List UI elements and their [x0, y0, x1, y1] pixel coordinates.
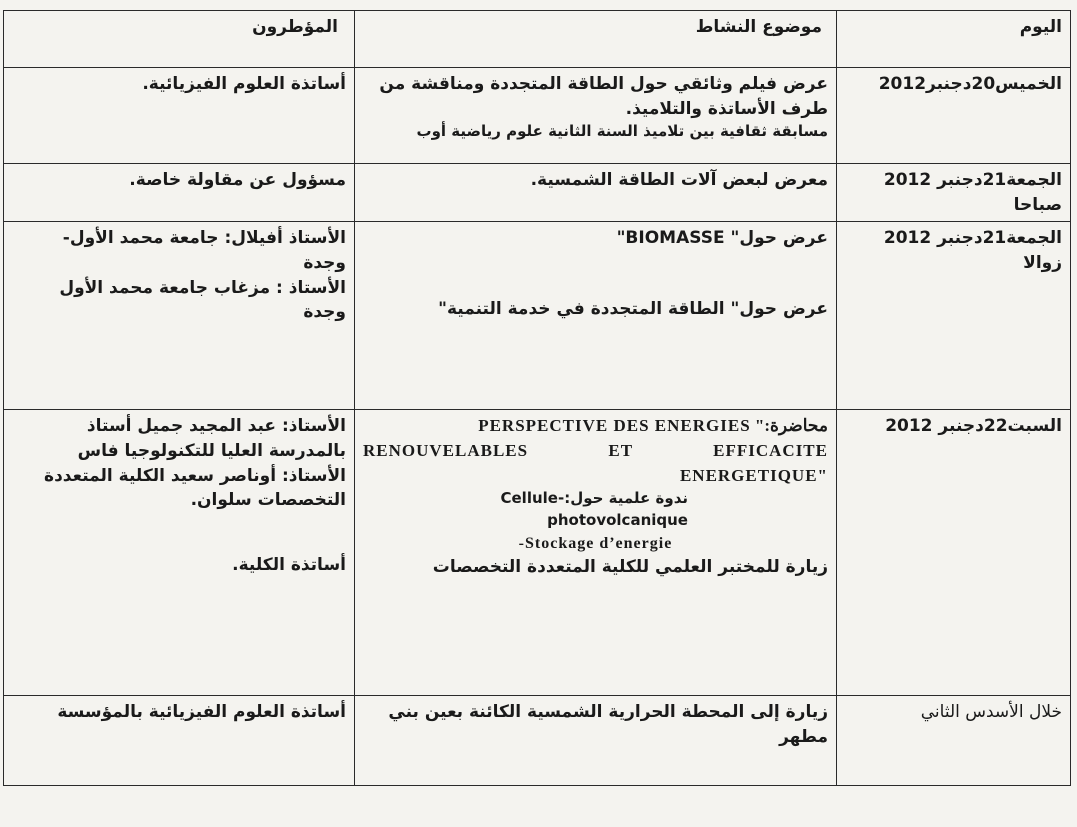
supervisor-line: بالمدرسة العليا للتكنولوجيا فاس [77, 440, 346, 461]
row-supervisors [4, 164, 355, 222]
table-header-row [4, 11, 1071, 68]
topic-line: زيارة للمختبر العلمي للكلية المتعددة التخصصات [432, 556, 828, 577]
supervisor-text: أساتذة العلوم الفيزيائية. [142, 74, 346, 94]
day-text: السبت22دجنبر 2012 [885, 416, 1062, 437]
row-supervisors [4, 410, 355, 696]
topic-line: زيارة إلى المحطة الحرارية الشمسية الكائنة بعين بني [388, 702, 828, 723]
header-supervisors: المؤطرون [4, 11, 355, 68]
day-text: الجمعة21دجنبر 2012 صباحا [883, 170, 1062, 215]
supervisor-text: مسؤول عن مقاولة خاصة. [129, 170, 346, 190]
topic-line: "ENERGETIQUE [679, 465, 828, 485]
header-day: اليوم [837, 11, 1071, 68]
row-day [837, 164, 1071, 222]
topic-line: مطهر [779, 726, 828, 747]
row-day [837, 222, 1071, 410]
supervisor-line: الأستاذ: عبد المجيد جميل أستاذ [86, 416, 346, 437]
topic-line: طرف الأساتذة والتلاميذ. [625, 98, 828, 119]
topic-line: عرض حول" الطاقة المتجددة في خدمة التنمية" [438, 298, 828, 319]
day-text: الخميس20دجنبر2012 [878, 74, 1062, 94]
topic-line: ندوة علمية حول:-Cellule photovolcanique [500, 489, 688, 529]
table-row [4, 164, 1071, 222]
row-topic [355, 164, 837, 222]
table-row [4, 696, 1071, 786]
supervisor-text: أساتذة العلوم الفيزيائية بالمؤسسة [57, 702, 346, 723]
topic-line: محاضرة:" PERSPECTIVE DES ENERGIES [478, 416, 828, 436]
topic-line: عرض فيلم وثائقي حول الطاقة المتجددة ومناقشة من [379, 74, 828, 94]
activity-program-table [3, 10, 1071, 786]
supervisor-line: أساتذة الكلية. [232, 554, 346, 575]
header-topic: موضوع النشاط [355, 11, 837, 68]
table-row [4, 68, 1071, 164]
row-day [837, 410, 1071, 696]
supervisor-line: وجدة [303, 302, 346, 323]
table-row [4, 222, 1071, 410]
supervisor-line: التخصصات سلوان. [190, 490, 346, 511]
row-topic [355, 222, 837, 410]
row-topic [355, 68, 837, 164]
day-text: الجمعة21دجنبر 2012 زوالا [883, 228, 1062, 273]
supervisor-line: وجدة [303, 252, 346, 273]
topic-line: عرض حول" BIOMASSE" [616, 228, 828, 249]
row-topic [355, 696, 837, 786]
topic-line: مسابقة ثقافية بين تلاميذ السنة الثانية علوم رياضية أوب [416, 122, 828, 141]
table-row [4, 410, 1071, 696]
row-day [837, 696, 1071, 786]
row-supervisors [4, 222, 355, 410]
row-day [837, 68, 1071, 164]
supervisor-line: الأستاذ أفيلال: جامعة محمد الأول- [62, 228, 346, 249]
topic-line: Stockage d’energie- [518, 534, 673, 552]
row-supervisors [4, 696, 355, 786]
supervisor-line: الأستاذ : مزغاب جامعة محمد الأول [59, 277, 346, 298]
row-supervisors [4, 68, 355, 164]
supervisor-line: الأستاذ: أوناصر سعيد الكلية المتعددة [44, 465, 346, 486]
day-text: خلال الأسدس الثاني [920, 702, 1062, 723]
topic-line: معرض لبعض آلات الطاقة الشمسية. [530, 170, 828, 190]
row-topic [355, 410, 837, 696]
topic-line: RENOUVELABLES ET EFFICACITE [363, 440, 828, 460]
